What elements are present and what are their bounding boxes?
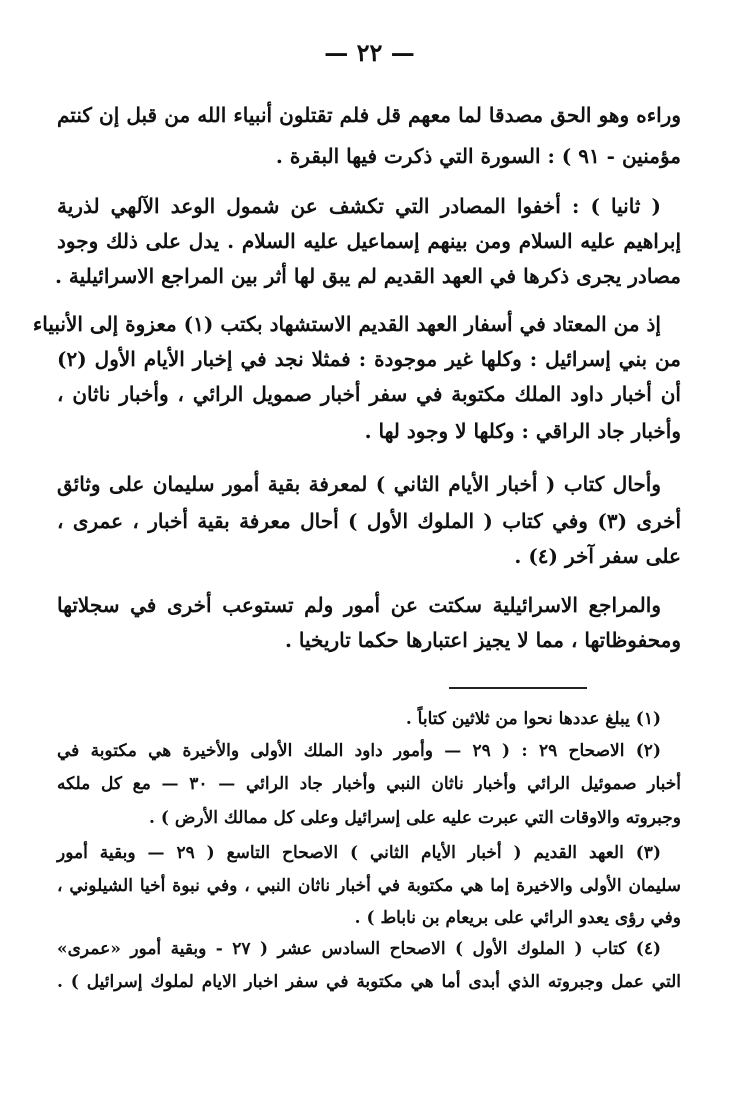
body-line: أن أخبار داود الملك مكتوبة في سفر أخبار صمويل الرائي ، وأخبار ناثان ، xyxy=(57,382,681,406)
body-line: ومحفوظاتها ، مما لا يجيز اعتبارها حكما تاريخيا . xyxy=(284,628,681,652)
footnote-line: (١) يبلغ عددها نحوا من ثلاثين كتاباً . xyxy=(405,709,661,729)
footnote-line: أخبار صموئيل الرائي وأخبار ناثان النبي وأخبار جاد الرائي — ٣٠ — مع كل ملكه xyxy=(57,774,681,794)
footnote-line: وجبروته والاوقات التي عبرت عليه على إسرائيل وعلى كل ممالك الأرض ) . xyxy=(149,808,681,828)
footnote-line: سليمان الأولى والاخيرة إما هي مكتوبة في أخبار ناثان النبي ، وفي نبوة أخيا الشيلوني ، xyxy=(57,876,681,896)
body-line: إبراهيم عليه السلام ومن بينهم إسماعيل عليه السلام . يدل على ذلك وجود xyxy=(57,229,681,253)
footnote-line: (٢) الاصحاح ٢٩ : ( ٢٩ — وأمور داود الملك الأولى والأخيرة هي مكتوبة في xyxy=(57,741,661,761)
body-line: أخرى (٣) وفي كتاب ( الملوك الأول ) أحال معرفة بقية أخبار ، عمرى ، xyxy=(57,509,682,533)
body-line: مصادر يجرى ذكرها في العهد القديم لم يبق لها أثر بين المراجع الاسرائيلية . xyxy=(54,264,681,288)
body-line: وراءه وهو الحق مصدقا لما معهم قل فلم تقتلون أنبياء الله من قبل إن كنتم xyxy=(57,103,681,127)
body-line: ( ثانيا ) : أخفوا المصادر التي تكشف عن شمول الوعد الآلهي لذرية xyxy=(57,194,661,218)
footnote-line: التي عمل وجبروته الذي أبدى أما هي مكتوبة في سفر اخبار الايام لملوك إسرائيل ) . xyxy=(57,972,681,992)
body-line: إذ من المعتاد في أسفار العهد القديم الاستشهاد بكتب (١) معزوة إلى الأنبياء xyxy=(32,312,661,336)
page-number: — ٢٢ — xyxy=(324,38,415,67)
footnote-line: (٤) كتاب ( الملوك الأول ) الاصحاح السادس عشر ( ٢٧ - وبقية أمور «عمرى» xyxy=(57,939,661,959)
body-line: على سفر آخر (٤) . xyxy=(514,544,681,568)
footnote-line: وفي رؤى يعدو الرائي على بريعام بن ناباط ) . xyxy=(354,908,681,928)
footnote-separator xyxy=(449,687,587,689)
body-line: مؤمنين - ٩١ ) : السورة التي ذكرت فيها البقرة . xyxy=(275,144,681,168)
body-line: وأخبار جاد الراقي : وكلها لا وجود لها . xyxy=(364,419,681,443)
body-line: والمراجع الاسرائيلية سكتت عن أمور ولم تستوعب أخرى في سجلاتها xyxy=(57,593,661,617)
body-line: وأحال كتاب ( أخبار الأيام الثاني ) لمعرفة بقية أمور سليمان على وثائق xyxy=(57,472,661,496)
body-line: من بني إسرائيل : وكلها غير موجودة : فمثلا نجد في إخبار الأيام الأول (٢) xyxy=(57,347,681,371)
footnote-line: (٣) العهد القديم ( أخبار الأيام الثاني ) الاصحاح التاسع ( ٢٩ — وبقية أمور xyxy=(57,843,661,863)
